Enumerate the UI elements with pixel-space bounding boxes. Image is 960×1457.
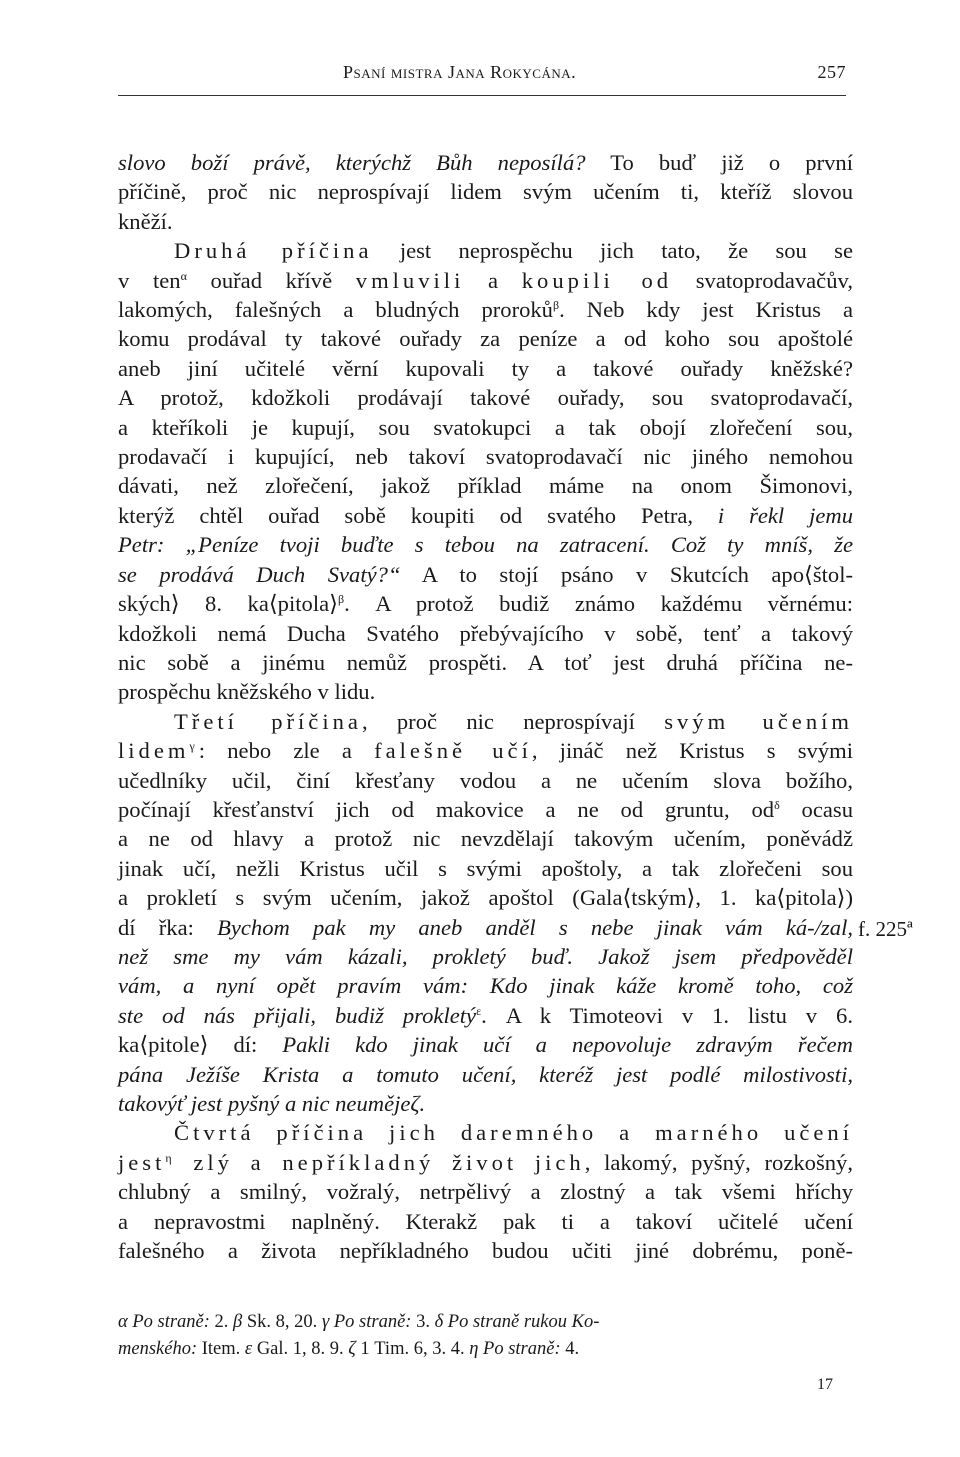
text-line: prodavačí i kupující, neb takoví svatoprodavačí nic jiného nemohou: [118, 444, 853, 470]
text-line: ste od nás přijali, budiž prokletý$^\varepsilon$. A k Timoteovi v 1. listu v 6.: [118, 1002, 853, 1028]
text-line: kterýž chtěl ouřad sobě koupiti od svatého Petra, i řekl jemu: [118, 502, 853, 528]
text-line: komu prodával ty takové ouřady za peníze a od koho sou apoštolé: [118, 326, 853, 352]
text-line: ka⟨pitole⟩ dí: Pakli kdo jinak učí a nepovoluje zdravým řečem: [118, 1032, 853, 1058]
text-line: se prodává Duch Svatý?“ A to stojí psáno v Skutcích apo⟨štol-: [118, 561, 853, 587]
footnotes: [118, 1309, 853, 1363]
text-line: takovýť jest pyšný a nic neumějeζ.: [118, 1091, 426, 1116]
text-line: příčině, proč nic neprospívají lidem svým učením ti, kteříž slovou: [118, 179, 853, 205]
footnote-line: α Po straně: 2. β Sk. 8, 20. γ Po straně: 3. δ Po straně rukou Ko-: [118, 1312, 600, 1332]
text-line: slovo boží právě, kterýchž Bůh neposílá? To buď již o první: [118, 150, 853, 175]
text-line: než sme my vám kázali, prokletý buď. Jakož jsem předpověděl: [118, 943, 853, 969]
text-line: falešného a života nepříkladného budou učiti jiné dobrému, poně-: [118, 1238, 853, 1264]
text-line: A protož, kdožkoli prodávají takové ouřady, sou svatoprodavačí,: [118, 385, 853, 411]
text-line: a ne od hlavy a protož nic nevzdělají takovým učením, poněvádž: [118, 826, 853, 852]
text-line: a prokletí s svým učením, jakož apoštol (Gala⟨tským⟩, 1. ka⟨pitola⟩): [118, 885, 853, 911]
body-text: [118, 148, 853, 1265]
text-line: Třetí příčina, proč nic neprospívají svým učením: [174, 708, 853, 734]
text-line: nic sobě a jinému nemůž prospěti. A toť jest druhá příčina ne-: [118, 649, 853, 675]
page-number: 257: [817, 62, 846, 82]
signature-mark: 17: [817, 1376, 833, 1393]
text-line: dávati, než zlořečení, jakož příklad máme na onom Šimonovi,: [118, 473, 853, 499]
text-line: ských⟩ 8. ka⟨pitola⟩$^\beta$. A protož budiž známo každému věrnému:: [118, 591, 853, 617]
text-line: aneb jiní učitelé věrní kupovali ty a takové ouřady kněžské?: [118, 355, 853, 381]
text-line: Čtvrtá příčina jich daremného a marného učení: [174, 1120, 853, 1146]
margin-folio-note: f. 225ª: [858, 917, 913, 941]
text-line: kdožkoli nemá Ducha Svatého přebývajícího v sobě, tenť a takový: [118, 620, 853, 646]
text-line: počínají křesťanství jich od makovice a ne od gruntu, $od^\delta$ ocasu: [118, 796, 853, 822]
text-line: lidem$^\gamma$: nebo zle a falešně učí, jináč než Kristus s svými: [118, 738, 853, 764]
text-line: vám, a nyní opět pravím vám: Kdo jinak káže kromě toho, což: [118, 973, 853, 999]
text-line: pána Ježíše Krista a tomuto učení, kteréž jest podlé milostivosti,: [118, 1061, 853, 1087]
text-line: Petr: „Peníze tvoji buďte s tebou na zatracení. Což ty mníš, že: [118, 532, 853, 558]
text-line: a kteříkoli je kupují, sou svatokupci a tak obojí zlořečení sou,: [118, 414, 853, 440]
text-line: v ten$^\alpha$ ouřad křívě vmluvili a koupili od svatoprodavačův,: [118, 267, 853, 293]
text-line: jest$^\eta$ zlý a nepříkladný život jich, lakomý, pyšný, rozkošný,: [118, 1149, 853, 1175]
text-line: prospěchu kněžského v lidu.: [118, 679, 376, 705]
text-line: a nepravostmi naplněný. Kterakž pak ti a takoví učitelé učení: [118, 1208, 853, 1234]
text-line: kněží.: [118, 208, 173, 234]
footnote-line: menského: Item. ε Gal. 1, 8. 9. ζ 1 Tim. 6, 3. 4. η Po straně: 4.: [118, 1339, 580, 1359]
text-line: chlubný a smilný, vožralý, netrpělivý a zlostný a tak všemi hříchy: [118, 1179, 853, 1205]
text-line: jinak učí, nežli Kristus učil s svými apoštoly, a tak zlořečeni sou: [118, 855, 853, 881]
text-line: dí řka: Bychom pak my aneb anděl s nebe jinak vám ká-/zal,: [118, 914, 853, 940]
running-header: [118, 60, 846, 90]
text-line: Druhá příčina jest neprospěchu jich tato, že sou se: [174, 238, 853, 264]
header-rule: [118, 95, 846, 96]
running-title: Psaní mistra Jana Rokycána.: [343, 62, 577, 82]
text-line: učedlníky učil, činí křesťany vodou a ne učením slova božího,: [118, 767, 853, 793]
text-line: lakomých, falešných a bludných proroků$^\beta$. Neb kdy jest Kristus a: [118, 297, 853, 323]
